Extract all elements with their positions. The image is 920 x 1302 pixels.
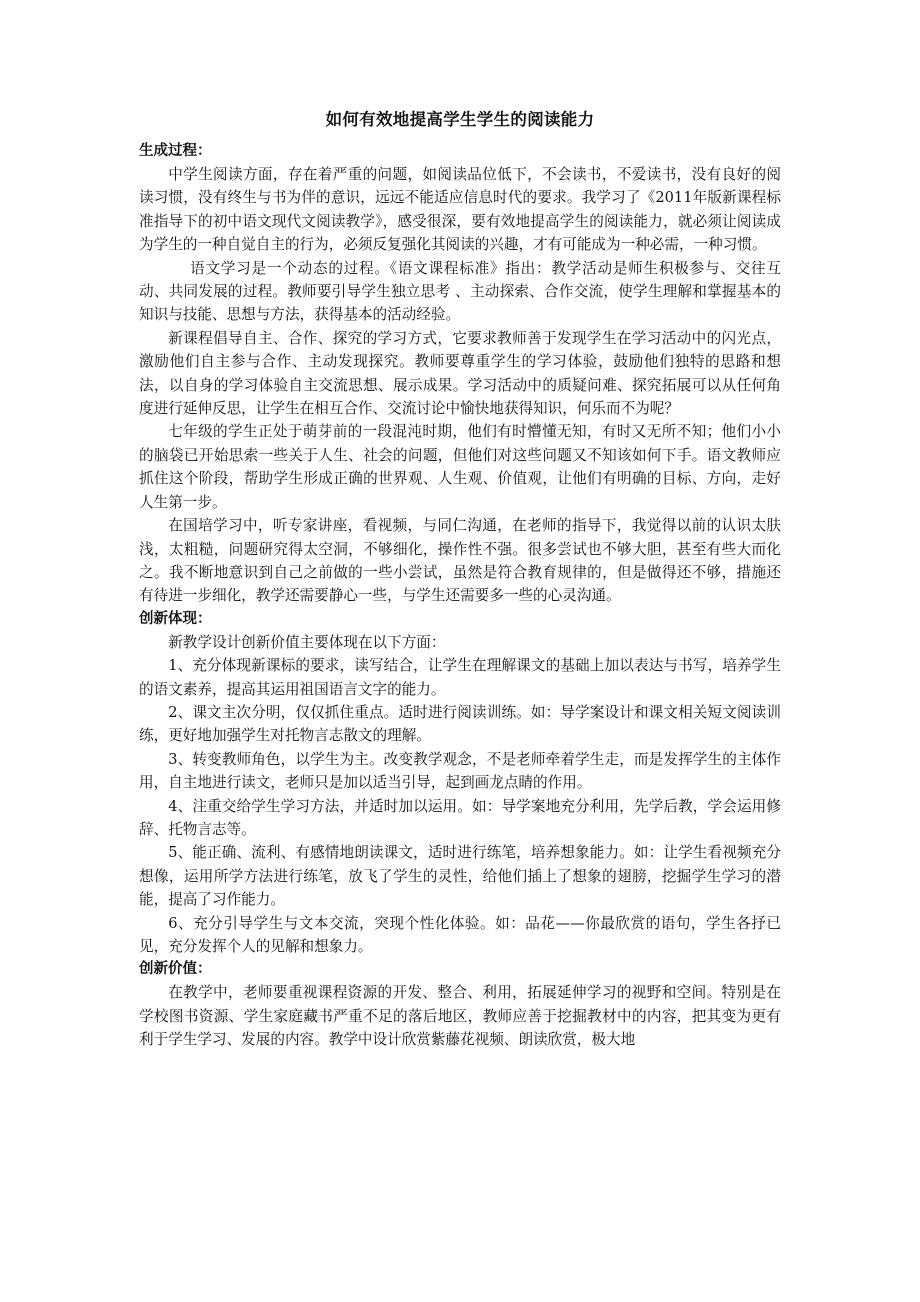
list-item: 1、充分体现新课标的要求，读写结合，让学生在理解课文的基础上加以表达与书写，培养学生的语文素养，提高其运用祖国语言文字的能力。 — [139, 657, 781, 698]
list-item: 3、转变教师角色，以学生为主。改变教学观念，不是老师牵着学生走，而是发挥学生的主体作用，自主地进行读文，老师只是加以适当引导，起到画龙点睛的作用。 — [139, 750, 781, 792]
section-heading: 生成过程： — [139, 143, 212, 159]
document-page — [139, 108, 781, 1052]
paragraph: 七年级的学生正处于萌芽前的一段混沌时期，他们有时懵懂无知，有时又无所不知；他们小小的脑袋已开始思索一些关于人生、社会的问题，但他们对这些问题又不知该如何下手。语文教师应抓住这个阶段，帮助学生形成正确的世界观、人生观、价值观，让他们有明确的目标、方向，走好人生第一步。 — [139, 423, 781, 511]
list-item: 5、能正确、流利、有感情地朗读课文，适时进行练笔，培养想象能力。如：让学生看视频充分想像，运用所学方法进行练笔，放飞了学生的灵性，给他们插上了想象的翅膀，挖掘学生学习的潜能，提高了习作能力。 — [139, 844, 781, 909]
section-generation-process — [139, 140, 781, 608]
paragraph: 在教学中，老师要重视课程资源的开发、整合、利用，拓展延伸学习的视野和空间。特别是在学校图书资源、学生家庭藏书严重不足的落后地区，教师应善于挖掘教材中的内容，把其变为更有利于学生学习、发展的内容。教学中设计欣赏紫藤花视频、朗读欣赏，极大地 — [139, 984, 781, 1049]
list-item: 4、注重交给学生学习方法，并适时加以运用。如：导学案地充分利用，先学后教，学会运用修辞、托物言志等。 — [139, 797, 781, 838]
paragraph: 新课程倡导自主、合作、探究的学习方式，它要求教师善于发现学生在学习活动中的闪光点，激励他们自主参与合作、主动发现探究。教师要尊重学生的学习体验，鼓励他们独特的思路和想法，以自身的学习体验自主交流思想、展示成果。学习活动中的质疑问难、探究拓展可以从任何角度进行延伸反思，让学生在相互合作、交流讨论中愉快地获得知识，何乐而不为呢？ — [139, 329, 781, 418]
list-item: 2、课文主次分明，仅仅抓住重点。适时进行阅读训练。如：导学案设计和课文相关短文阅读训练，更好地加强学生对托物言志散文的理解。 — [139, 703, 781, 745]
section-innovation-value — [139, 958, 781, 1051]
paragraph: 中学生阅读方面，存在着严重的问题，如阅读品位低下，不会读书，不爱读书，没有良好的阅读习惯，没有终生与书为伴的意识，远远不能适应信息时代的要求。我学习了《2011年版新课程标准指导下的初中语文现代文阅读教学》，感受很深，要有效地提高学生的阅读能力，就必须让阅读成为学生的一种自觉自主的行为，必须反复强化其阅读的兴趣，才有可能成为一种必需，一种习惯。 — [139, 166, 781, 254]
section-heading: 创新价值： — [139, 961, 212, 978]
paragraph: 在国培学习中，听专家讲座，看视频，与同仁沟通，在老师的指导下，我觉得以前的认识太肤浅，太粗糙，问题研究得太空洞，不够细化，操作性不强。很多尝试也不够大胆，甚至有些大而化之。我不断地意识到自己之前做的一些小尝试，虽然是符合教育规律的，但是做得还不够，措施还有待进一步细化，教学还需要静心一些，与学生还需要多一些的心灵沟通。 — [139, 517, 781, 605]
paragraph: 新教学设计创新价值主要体现在以下方面： — [168, 633, 446, 651]
paragraph: 语文学习是一个动态的过程。《语文课程标准》指出：教学活动是师生积极参与、交往互动、共同发展的过程。教师要引导学生独立思考 、主动探索、合作交流，使学生理解和掌握基本的知识与技能、思想与方法，获得基本的活动经验。 — [139, 259, 781, 324]
document-title: 如何有效地提高学生学生的阅读能力 — [325, 110, 595, 129]
section-heading: 创新体现： — [139, 610, 212, 627]
section-innovation — [139, 608, 781, 959]
list-item: 6、充分引导学生与文本交流，突现个性化体验。如：品花——你最欣赏的语句，学生各抒已见，充分发挥个人的见解和想象力。 — [139, 914, 781, 955]
